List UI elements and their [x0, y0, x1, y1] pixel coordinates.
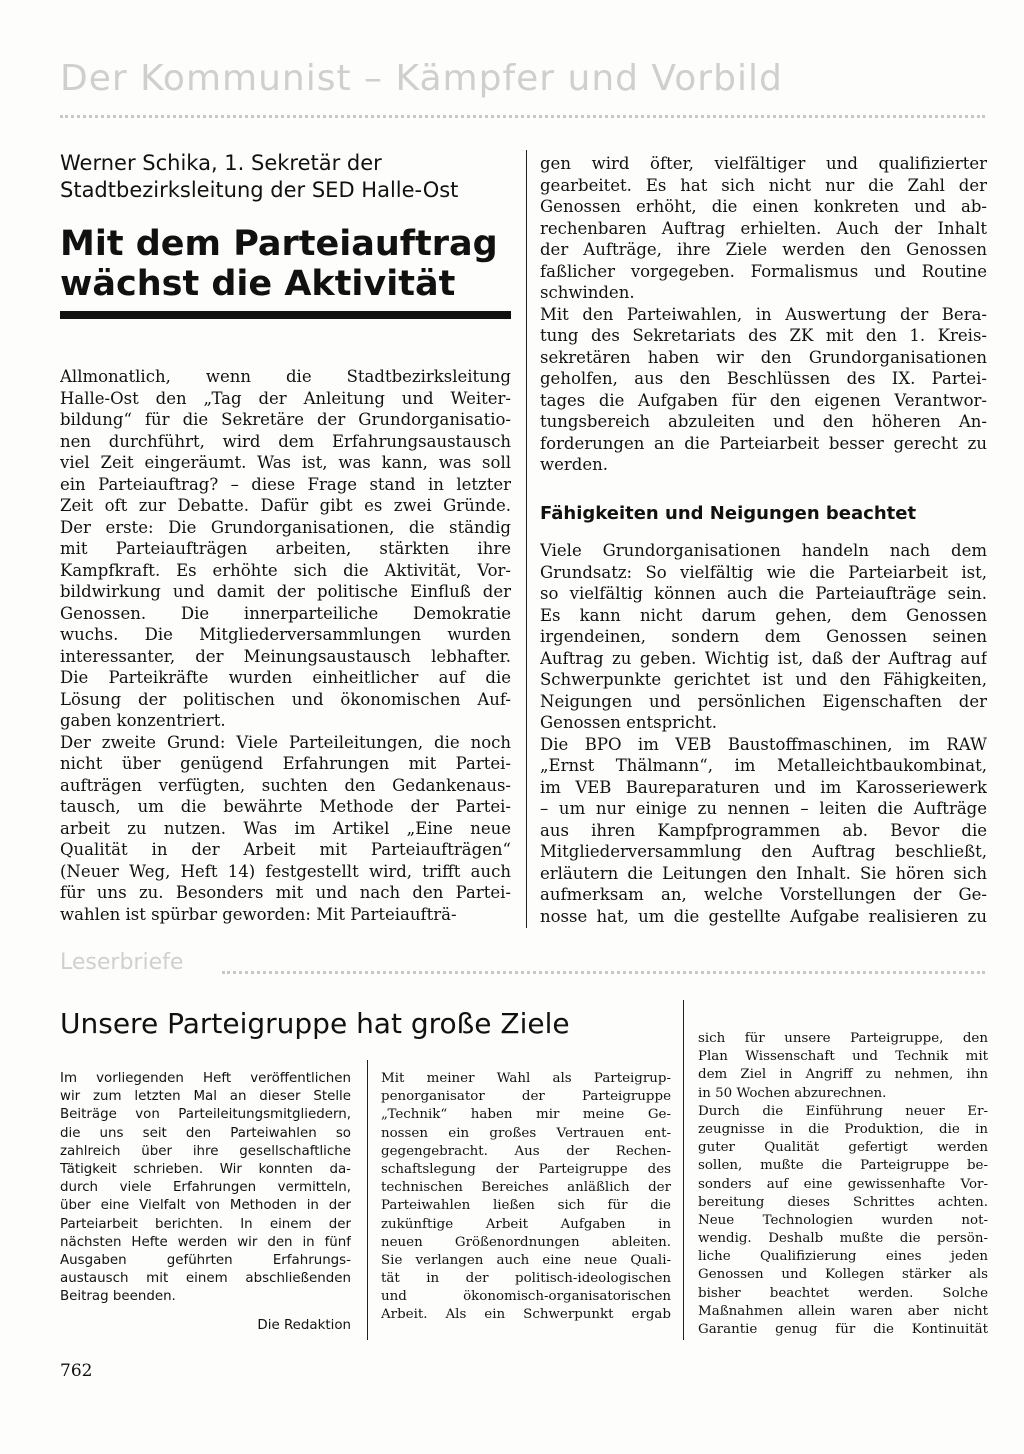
text-line: ein Parteiauftrag? – diese Frage stand in letzter [60, 474, 511, 494]
byline-line: Werner Schika, 1. Sekretär der [60, 151, 382, 175]
article-column-2-bottom [540, 540, 987, 927]
text-line: wuchs. Die Mitgliederversammlungen wurden [60, 625, 511, 644]
text-line: Beitrag beenden. [60, 1289, 176, 1305]
text-line: Neigungen und persönlichen Eigenschaften der [540, 691, 987, 711]
text-line: erläutern die Leitungen den Inhalt. Sie hören sich [540, 863, 987, 883]
text-line: arbeit zu nutzen. Was im Artikel „Eine neue [60, 818, 511, 838]
text-line: Der zweite Grund: Viele Parteileitungen, die noch [60, 732, 511, 752]
text-line: Lösung der politischen und ökonomischen Auf- [60, 689, 511, 709]
text-line: Mit meiner Wahl als Parteigrup- [381, 1071, 671, 1086]
text-line: nossen ein großes Vertrauen ent- [381, 1125, 671, 1141]
text-line: mit Parteiaufträgen arbeiten, stärkten ihre [60, 539, 511, 558]
text-line: Viele Grundorganisationen handeln nach dem [540, 541, 987, 560]
text-line: Auftrag zu geben. Wichtig ist, daß der Auftrag auf [540, 648, 987, 668]
article-column-2-top [540, 153, 987, 476]
text-line: aus ihren Kampfprogrammen ab. Bevor die [540, 820, 987, 840]
text-line: nen durchführt, wird dem Erfahrungsaustausch [60, 431, 511, 451]
text-line: Grundsatz: So vielfältig wie die Parteiarbeit ist, [540, 562, 987, 582]
text-line: Es kann nicht darum gehen, dem Genossen [540, 605, 987, 625]
text-line: Allmonatlich, wenn die Stadtbezirksleitung [60, 367, 511, 386]
text-line: in 50 Wochen abzurechnen. [698, 1085, 887, 1101]
text-line: Mitgliederversammlung den Auftrag beschließt, [540, 842, 987, 861]
text-line: rechenbaren Auftrag erhielten. Auch der Inhalt [540, 218, 987, 238]
text-line: neuen Größenordnungen ableiten. [381, 1234, 671, 1250]
text-line: und ökonomisch-organisatorischen [381, 1289, 671, 1305]
article-title-line: Mit dem Parteiauftrag [60, 224, 498, 264]
text-line: Plan Wissenschaft und Technik mit [698, 1049, 988, 1065]
text-line: Halle-Ost den „Tag der Anleitung und Weiter- [60, 388, 511, 408]
text-line: Die Parteikräfte wurden einheitlicher auf die [60, 668, 511, 687]
text-line: durch viele Erfahrungen vermitteln, [60, 1180, 351, 1196]
text-line: wir zum letzten Mal an dieser Stelle [60, 1089, 351, 1105]
text-line: Genossen erhöht, die einen konkreten und ab- [540, 197, 987, 216]
text-line: viel Zeit eingeräumt. Was ist, was kann, was soll [60, 453, 511, 472]
text-line: Garantie genug für die Kontinuität [698, 1322, 988, 1337]
text-line: tät in der politisch-ideologischen [381, 1271, 671, 1287]
letters-column-divider [683, 1000, 684, 1340]
text-line: schwinden. [540, 283, 635, 302]
text-line: sollen, mußte die Parteigruppe be- [698, 1158, 988, 1174]
text-line: Tätigkeit schrieben. Wir konnten da- [60, 1161, 351, 1177]
article-column-1 [60, 366, 511, 925]
text-line: sonders auf eine gewissenhafte Vor- [698, 1176, 988, 1192]
text-line: wahlen ist spürbar geworden: Mit Parteiaufträ- [60, 904, 457, 924]
text-line: über eine Vielfalt von Methoden in der [60, 1198, 351, 1214]
text-line: Der erste: Die Grundorganisationen, die ständig [60, 517, 511, 537]
text-line: gearbeitet. Es hat sich nicht nur die Zahl der [540, 175, 987, 195]
text-line: tungsbereich abzuleiten und den höheren An- [540, 412, 987, 431]
letters-title: Unsere Parteigruppe hat große Ziele [60, 1007, 570, 1040]
text-line: sich für unsere Parteigruppe, den [698, 1031, 988, 1046]
text-line: bildwirkung und damit der politische Einfluß der [60, 582, 511, 601]
article-subheading: Fähigkeiten und Neigungen beachtet [540, 503, 917, 524]
text-line: Kampfkraft. Es erhöhte sich die Aktivität, Vor- [60, 560, 511, 580]
column-divider [526, 150, 527, 928]
text-line: Ausgaben geführten Erfahrungs- [60, 1252, 351, 1268]
text-line: „Ernst Thälmann“, im Metalleichtbaukombinat, [540, 756, 987, 775]
text-line: dem Ziel in Angriff zu nehmen, ihn [698, 1067, 988, 1083]
text-line: interessanter, der Meinungsaustausch lebhafter. [60, 646, 511, 666]
text-line: schaftslegung der Parteigruppe des [381, 1161, 671, 1177]
text-line: Im vorliegenden Heft veröffentlichen [60, 1071, 351, 1086]
text-line: Mit den Parteiwahlen, in Auswertung der Bera- [540, 304, 987, 324]
text-line: so vielfältig können auch die Parteiaufträge sein. [540, 584, 987, 603]
text-line: irgendeinen, sondern dem Genossen seinen [540, 627, 987, 646]
article-title-line: wächst die Aktivität [60, 264, 456, 304]
text-line: gaben konzentriert. [60, 711, 226, 730]
text-line: Genossen. Die innerparteiliche Demokratie [60, 603, 511, 623]
letter-column-2 [381, 1070, 671, 1325]
text-line: forderungen an die Parteiarbeit besser gerecht zu [540, 433, 987, 453]
text-line: Parteiarbeit berichten. In einem der [60, 1216, 351, 1232]
text-line: „Technik“ haben mir meine Ge- [381, 1107, 671, 1123]
text-line: geholfen, aus den Beschlüssen des IX. Partei- [540, 369, 987, 388]
text-line: der Aufträge, ihre Ziele werden den Genossen [540, 240, 987, 259]
text-line: sekretären haben wir den Grundorganisationen [540, 347, 987, 367]
byline-line: Stadtbezirksleitung der SED Halle-Ost [60, 178, 459, 202]
text-line: Maßnahmen allein waren aber nicht [698, 1303, 988, 1319]
text-line: nächsten Hefte werden wir den in fünf [60, 1234, 351, 1250]
text-line: werden. [540, 455, 608, 474]
text-line: Neue Technologien wurden not- [698, 1212, 988, 1228]
article-byline [60, 150, 520, 204]
editorial-note [60, 1070, 351, 1306]
text-line: Arbeit. Als ein Schwerpunkt ergab [381, 1307, 671, 1323]
text-line: zahlreich über ihre gesellschaftliche [60, 1143, 351, 1159]
text-line: (Neuer Weg, Heft 14) festgestellt wird, trifft auch [60, 861, 511, 881]
text-line: tages die Aufgaben für den eigenen Verantwor- [540, 390, 987, 410]
text-line: bereitung dieses Schrittes achten. [698, 1194, 988, 1210]
text-line: aufträgen verfügten, suchten den Gedankenaus- [60, 775, 511, 795]
text-line: Sie verlangen auch eine neue Quali- [381, 1252, 671, 1268]
text-line: penorganisator der Parteigruppe [381, 1089, 671, 1105]
text-line: – um nur einige zu nennen – leiten die Aufträge [540, 799, 987, 818]
text-line: Beiträge von Parteileitungsmitgliedern, [60, 1107, 351, 1123]
text-line: tung des Sekretariats des ZK mit den 1. Kreis- [540, 326, 987, 345]
text-line: Qualität in der Arbeit mit Parteiaufträgen“ [60, 840, 511, 859]
text-line: nicht über genügend Erfahrungen mit Partei- [60, 754, 511, 773]
page-number: 762 [60, 1361, 93, 1381]
text-line: im VEB Baureparaturen und im Karosseriewerk [540, 777, 987, 797]
section-header-title: Der Kommunist – Kämpfer und Vorbild [60, 58, 783, 99]
article-title [60, 224, 498, 304]
text-line: wendig. Deshalb mußte die persön- [698, 1231, 988, 1247]
title-underline-bar [60, 311, 511, 319]
text-line: zukünftige Arbeit Aufgaben in [381, 1216, 671, 1232]
text-line: Genossen entspricht. [540, 713, 718, 732]
text-line: tausch, um die bewährte Methode der Partei- [60, 797, 511, 816]
editorial-signature: Die Redaktion [257, 1318, 351, 1333]
text-line: nosse hat, um die gestellte Aufgabe realisieren zu [540, 906, 987, 926]
text-line: aufmerksam an, welche Vorstellungen der Ge- [540, 885, 987, 904]
text-line: Genossen und Kollegen stärker als [698, 1267, 988, 1283]
text-line: austausch mit einem abschließenden [60, 1271, 351, 1287]
text-line: bisher beachtet werden. Solche [698, 1285, 988, 1301]
text-line: Durch die Einführung neuer Er- [698, 1103, 988, 1119]
section-header-divider [60, 115, 985, 118]
text-line: liche Qualifizierung eines jeden [698, 1249, 988, 1265]
letter-column-3 [698, 1030, 988, 1339]
letters-section-divider [222, 971, 985, 974]
text-line: die uns seit den Parteiwahlen so [60, 1125, 351, 1141]
text-line: zeugnisse in die Produktion, die in [698, 1121, 988, 1137]
text-line: Die BPO im VEB Baustoffmaschinen, im RAW [540, 734, 987, 754]
text-line: Zeit oft zur Debatte. Dafür gibt es zwei Gründe. [60, 496, 511, 515]
text-line: bildung“ für die Sekretäre der Grundorganisatio- [60, 410, 511, 429]
letters-column-divider [367, 1060, 368, 1340]
text-line: Parteiwahlen ließen sich für die [381, 1198, 671, 1214]
text-line: gegengebracht. Aus der Rechen- [381, 1143, 671, 1159]
text-line: faßlicher vorgegeben. Formalismus und Routine [540, 261, 987, 281]
text-line: gen wird öfter, vielfältiger und qualifizierter [540, 154, 987, 173]
text-line: für uns zu. Besonders mit und nach den Partei- [60, 883, 511, 902]
letters-section-label: Leserbriefe [60, 950, 184, 975]
text-line: technischen Bereiches anläßlich der [381, 1180, 671, 1196]
text-line: guter Qualität gefertigt werden [698, 1140, 988, 1156]
text-line: Schwerpunkte gerichtet ist und den Fähigkeiten, [540, 670, 987, 689]
